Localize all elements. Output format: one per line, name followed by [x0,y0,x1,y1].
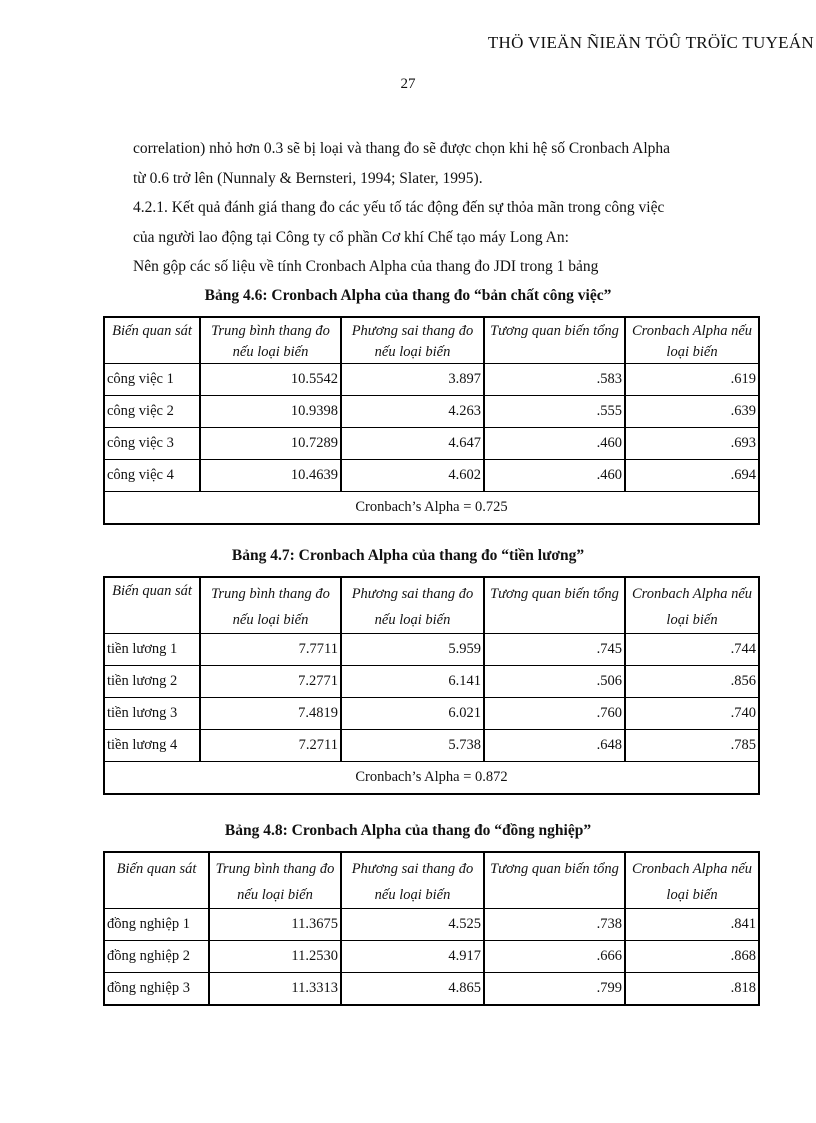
table-row [104,730,759,762]
page-number: 27 [400,76,416,92]
table-caption: Bảng 4.8: Cronbach Alpha của thang đo “đồng nghiệp” [224,822,592,839]
table-footer-row [104,492,759,524]
table-cell: .666 [484,941,625,973]
table-cell: .785 [625,730,759,762]
table-cell: 5.738 [341,730,484,762]
table-cell: .693 [625,428,759,460]
table-row [104,396,759,428]
table-cell: 4.865 [341,973,484,1005]
table-footer-row [104,762,759,794]
column-header: Biến quan sát [104,317,200,364]
table-cell: công việc 4 [104,460,200,492]
table-cell: công việc 3 [104,428,200,460]
table-cell: 7.7711 [200,634,341,666]
table-cell: 11.3675 [209,909,341,941]
table-cell: công việc 1 [104,364,200,396]
table-cell: 4.525 [341,909,484,941]
table-row [104,666,759,698]
table-cell: tiền lương 4 [104,730,200,762]
table-cell: .506 [484,666,625,698]
table-cronbach-ban-chat-cong-viec [103,316,760,525]
table-cell: .738 [484,909,625,941]
table-cell: đồng nghiệp 2 [104,941,209,973]
table-cell: 4.263 [341,396,484,428]
column-header: Cronbach Alpha nếu loại biến [625,852,759,909]
table-cell: tiền lương 2 [104,666,200,698]
table-cell: 5.959 [341,634,484,666]
table-cell: 4.647 [341,428,484,460]
table-cell: 7.2711 [200,730,341,762]
table-cell: .460 [484,428,625,460]
table-caption: Bảng 4.6: Cronbach Alpha của thang đo “bản chất công việc” [204,287,612,304]
paragraph-line: của người lao động tại Công ty cổ phần Cơ khí Chế tạo máy Long An: [133,229,569,246]
table-cell: 11.2530 [209,941,341,973]
header-title: THÖ VIEÄN ÑIEÄN TÖÛ TRÖÏC TUYEÁN [487,33,814,52]
table-cell: đồng nghiệp 1 [104,909,209,941]
column-header: Tương quan biến tổng [484,317,625,364]
table-header-row [104,577,759,634]
table-cell: .694 [625,460,759,492]
table-row [104,973,759,1005]
column-header: Cronbach Alpha nếu loại biến [625,317,759,364]
table-cell: .740 [625,698,759,730]
table-cell: .639 [625,396,759,428]
table-cell: đồng nghiệp 3 [104,973,209,1005]
table-cell: 4.917 [341,941,484,973]
editor-note: Nên gộp các số liệu về tính Cronbach Alpha của thang đo JDI trong 1 bảng [133,258,599,275]
table-cell: .583 [484,364,625,396]
table-cell: .799 [484,973,625,1005]
table-cell: 4.602 [341,460,484,492]
table-row [104,364,759,396]
table-cell: .619 [625,364,759,396]
table-cell: .745 [484,634,625,666]
column-header: Biến quan sát [104,852,209,909]
table-cell: .856 [625,666,759,698]
table-row [104,698,759,730]
column-header: Phương sai thang đo nếu loại biến [341,317,484,364]
table-cell: công việc 2 [104,396,200,428]
column-header: Trung bình thang đo nếu loại biến [200,317,341,364]
table-cell: .460 [484,460,625,492]
table-row [104,460,759,492]
table-cell: 10.4639 [200,460,341,492]
table-header-row [104,317,759,364]
table-cell: 6.021 [341,698,484,730]
table-row [104,634,759,666]
column-header: Phương sai thang đo nếu loại biến [341,577,484,634]
table-cell: .841 [625,909,759,941]
column-header: Cronbach Alpha nếu loại biến [625,577,759,634]
table-cell: 10.7289 [200,428,341,460]
table-caption: Bảng 4.7: Cronbach Alpha của thang đo “tiền lương” [231,547,585,564]
table-cell: tiền lương 3 [104,698,200,730]
table-cell: 10.5542 [200,364,341,396]
table-cell: .760 [484,698,625,730]
paragraph-line: từ 0.6 trở lên (Nunnaly & Bernsteri, 1994; Slater, 1995). [133,170,483,187]
column-header: Phương sai thang đo nếu loại biến [341,852,484,909]
column-header: Tương quan biến tổng [484,577,625,634]
table-cell: .555 [484,396,625,428]
table-cronbach-dong-nghiep [103,851,760,1006]
table-cell: .744 [625,634,759,666]
cronbach-alpha-total: Cronbach’s Alpha = 0.872 [104,762,759,794]
table-cell: 11.3313 [209,973,341,1005]
table-cronbach-tien-luong [103,576,760,795]
table-cell: .868 [625,941,759,973]
table-cell: .648 [484,730,625,762]
cronbach-alpha-total: Cronbach’s Alpha = 0.725 [104,492,759,524]
table-cell: 7.2771 [200,666,341,698]
column-header: Biến quan sát [104,577,200,634]
paragraph-line: correlation) nhỏ hơn 0.3 sẽ bị loại và thang đo sẽ được chọn khi hệ số Cronbach Alpha [133,140,671,157]
table-cell: 3.897 [341,364,484,396]
column-header: Tương quan biến tổng [484,852,625,909]
table-cell: 7.4819 [200,698,341,730]
table-row [104,428,759,460]
table-row [104,941,759,973]
table-cell: 10.9398 [200,396,341,428]
table-cell: .818 [625,973,759,1005]
table-cell: 6.141 [341,666,484,698]
table-header-row [104,852,759,909]
column-header: Trung bình thang đo nếu loại biến [200,577,341,634]
section-heading: 4.2.1. Kết quả đánh giá thang đo các yếu tố tác động đến sự thỏa mãn trong công việc [133,199,665,216]
column-header: Trung bình thang đo nếu loại biến [209,852,341,909]
table-cell: tiền lương 1 [104,634,200,666]
table-row [104,909,759,941]
